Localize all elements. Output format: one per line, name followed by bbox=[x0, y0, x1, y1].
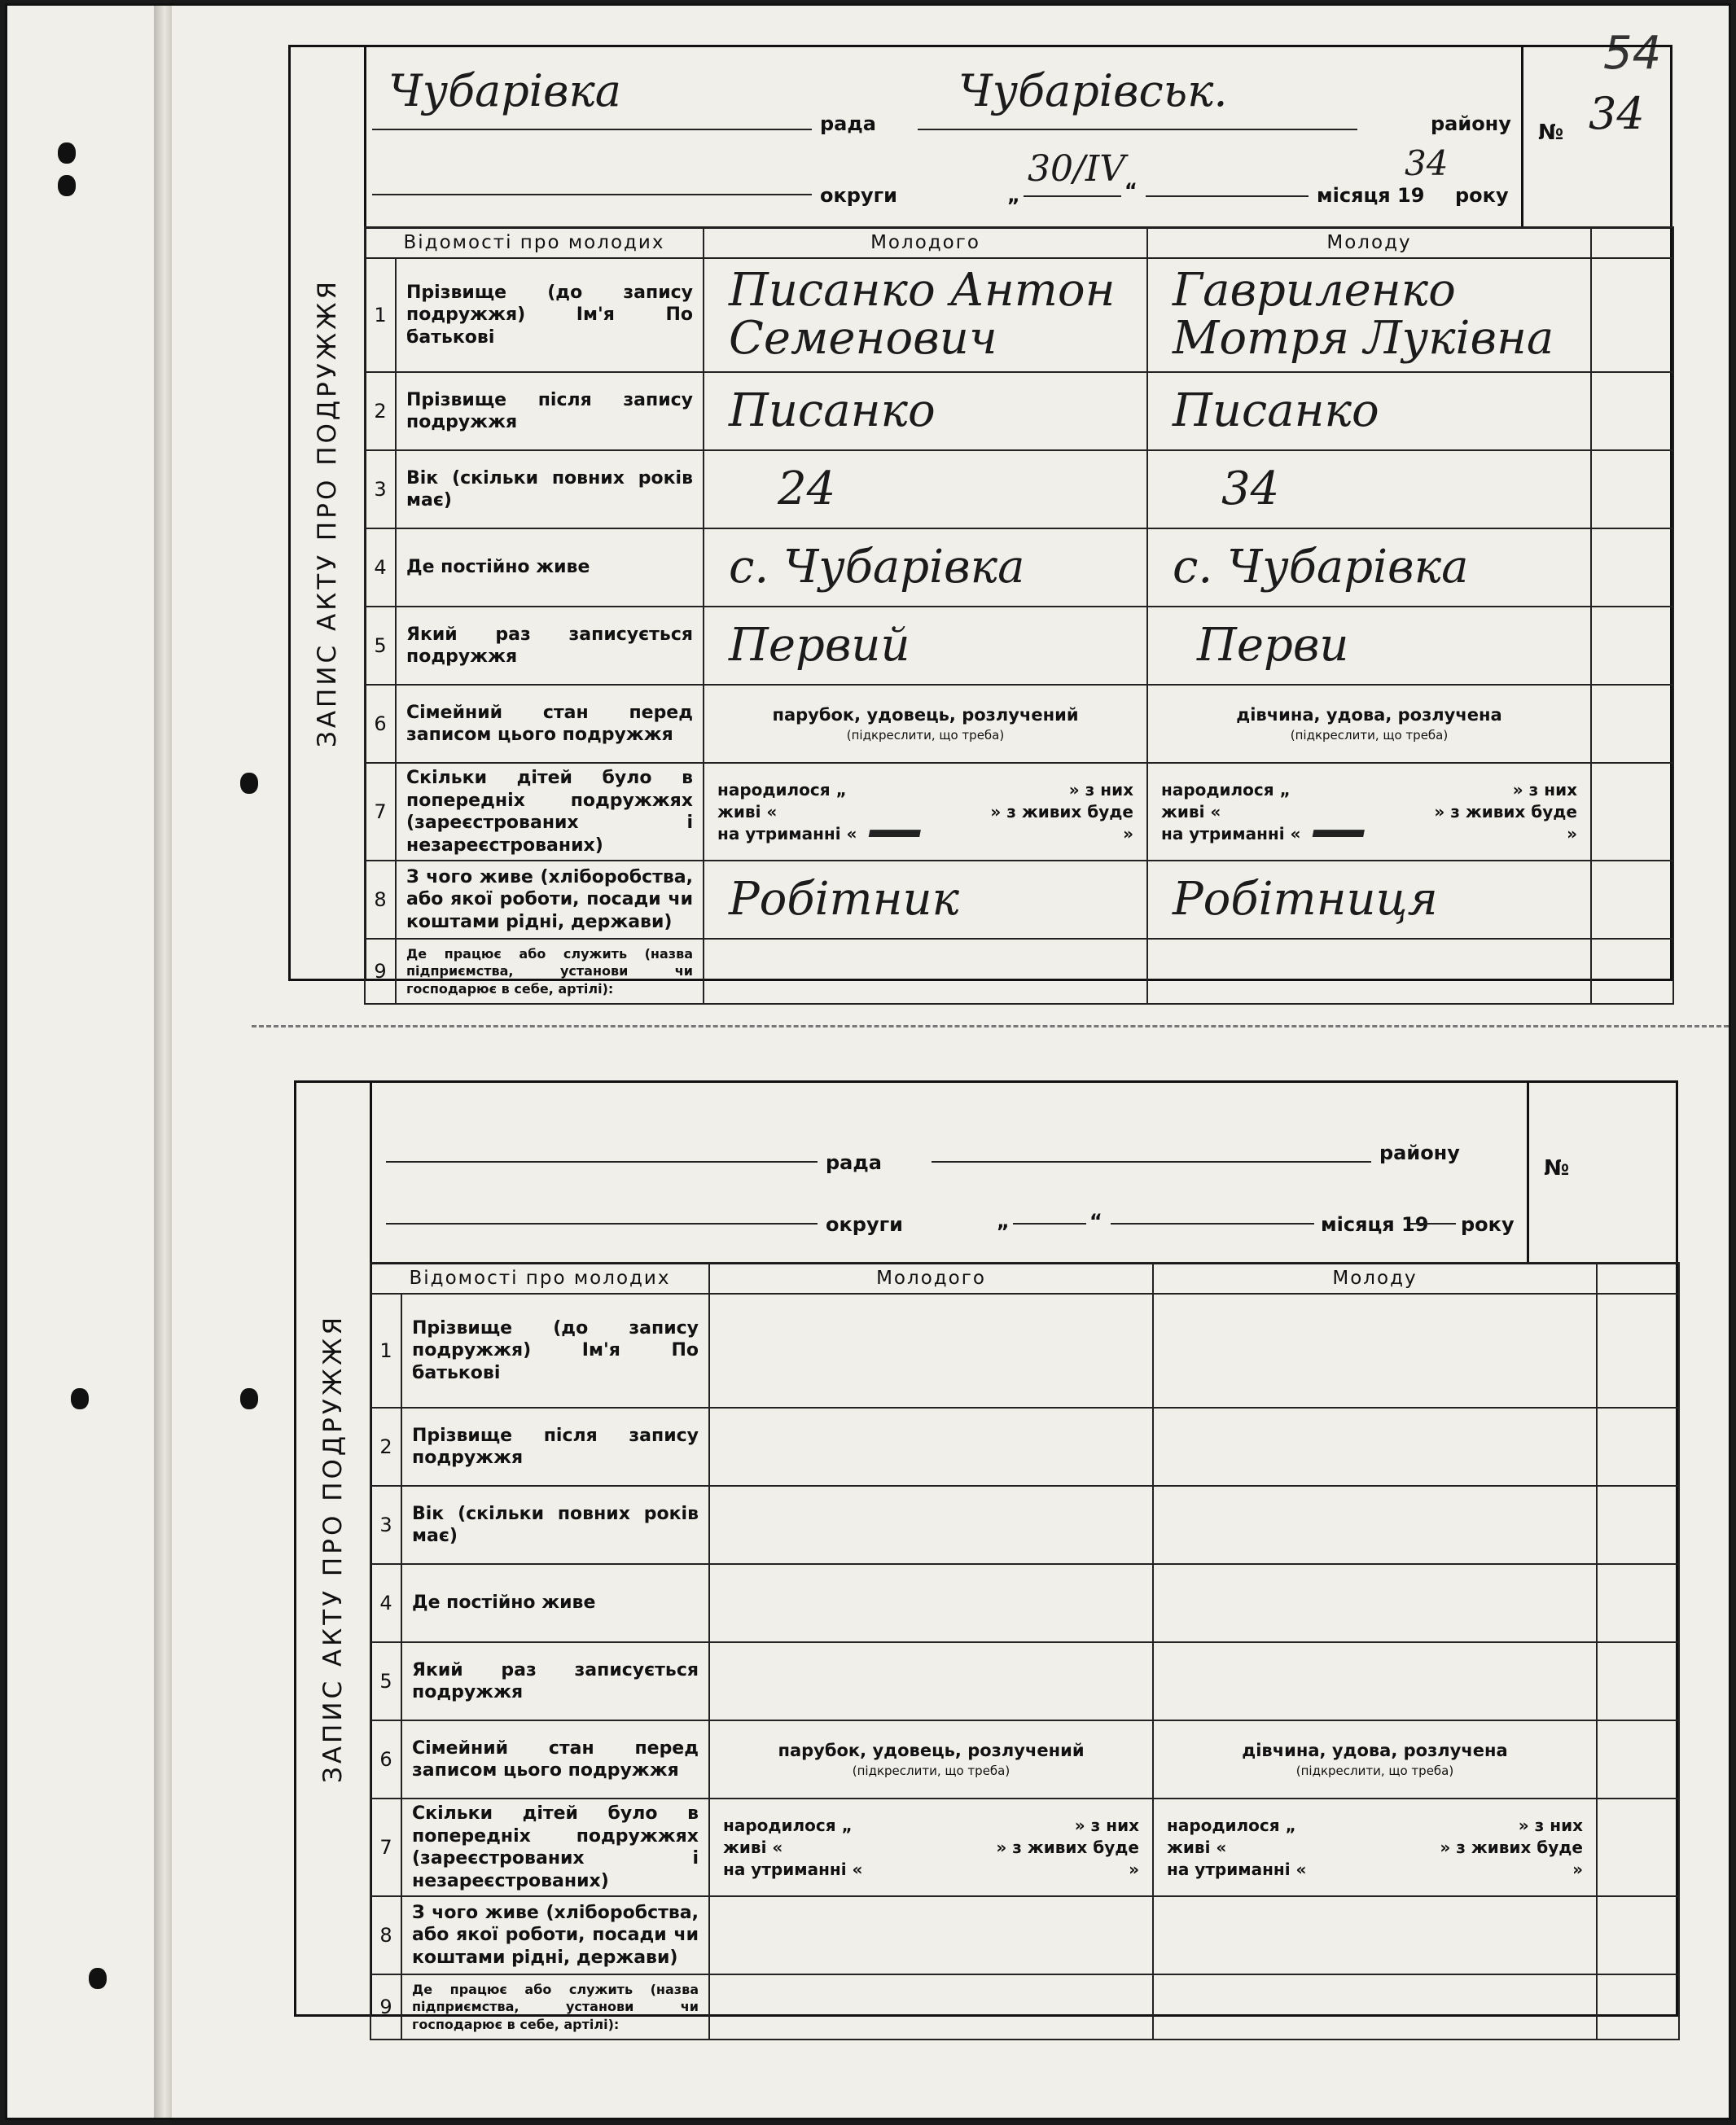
groom-status-options: парубок, удовець, розлучений bbox=[772, 705, 1079, 725]
groom-marriage-count: Первий bbox=[729, 618, 910, 672]
record-side-title: ЗАПИС АКТУ ПРО ПОДРУЖЖЯ bbox=[291, 47, 366, 979]
underline-hint: (підкреслити, що треба) bbox=[1290, 728, 1449, 743]
rayonu-label: району bbox=[1431, 112, 1511, 135]
q7-label: Скільки дітей було в попередніх подружжях (зареєстрованих і незареєстрованих) bbox=[401, 1799, 709, 1896]
bride-name-1: Гавриленко bbox=[1173, 264, 1456, 318]
binder-hole bbox=[58, 175, 76, 196]
quote-open: „ bbox=[997, 1210, 1010, 1233]
binder-hole bbox=[240, 1388, 258, 1409]
marriage-record-2 bbox=[294, 1080, 1678, 2032]
q2-label: Прізвище після запису подружжя bbox=[401, 1408, 709, 1486]
record-number-box: № bbox=[1527, 1083, 1676, 1262]
groom-age: 24 bbox=[778, 462, 836, 515]
village-value: Чубарівка bbox=[388, 65, 621, 116]
q8-label: З чого живе (хліборобства, або якої роботи, посади чи коштами рідні, держави) bbox=[401, 1896, 709, 1974]
q9-label: Де працює або служить (назва підприємства, установи чи господарює в себе, артілі): bbox=[396, 939, 704, 1004]
day-value: 30/IV bbox=[1028, 148, 1125, 190]
q5-label: Який раз записується подружжя bbox=[396, 607, 704, 685]
groom-status-options: парубок, удовець, розлучений bbox=[778, 1741, 1085, 1760]
q4-label: Де постійно живе bbox=[396, 528, 704, 607]
marriage-record-1 bbox=[288, 45, 1672, 997]
groom-surname-after: Писанко bbox=[729, 383, 936, 437]
month-label: місяця 19 bbox=[1317, 184, 1425, 207]
record-number: 34 bbox=[1589, 88, 1645, 139]
record-side-title: ЗАПИС АКТУ ПРО ПОДРУЖЖЯ bbox=[296, 1083, 372, 2014]
record-header bbox=[364, 47, 1670, 229]
bride-status-options: дівчина, удова, розлучена bbox=[1242, 1741, 1508, 1760]
col-bride-header: Молоду bbox=[1153, 1263, 1597, 1294]
bride-status-options: дівчина, удова, розлучена bbox=[1236, 705, 1502, 725]
page-number: 54 bbox=[1603, 27, 1662, 80]
record-number-box: № 34 bbox=[1521, 47, 1670, 226]
q1-label: Прізвище (до запису подружжя) Ім'я По батькові bbox=[396, 258, 704, 372]
bride-marriage-count: Перви bbox=[1197, 618, 1349, 672]
q3-label: Вік (скільки повних років має) bbox=[396, 450, 704, 528]
quote-open: „ bbox=[1007, 184, 1020, 207]
q9-label: Де працює або служить (назва підприємства, установи чи господарює в себе, артілі): bbox=[401, 1974, 709, 2040]
col-info-header: Відомості про молодих bbox=[365, 227, 704, 258]
rada-label: рада bbox=[820, 112, 876, 135]
groom-name-2: Семенович bbox=[729, 312, 997, 365]
col-info-header: Відомості про молодих bbox=[370, 1263, 709, 1294]
q8-label: З чого живе (хліборобства, або якої роботи, посади чи коштами рідні, держави) bbox=[396, 861, 704, 939]
q4-label: Де постійно живе bbox=[401, 1564, 709, 1642]
rayonu-label: району bbox=[1379, 1141, 1460, 1164]
record-table: Відомості про молодих Молодого Молоду 1 Прізвище (до запису подружжя) Ім'я По батькові 2 Прізвище після запису подружжя 3 Вік (скільки повних років має) 4 Де постійно живе 5 Який раз записується подружжя 6 Сімейний стан перед записом цього подружжя парубок, удовець, розлучений (підкреслити, що треба) дівчина, удова, розлучена (підкреслити, що треба) 7 Скільки дітей було в попередніх подружжях (зареєстрованих і незареєстрованих) народилося „ » з них живі « » з живих буде на утриманні « » народилося „ » з них живі « » з живих буде на утриманні « » 8 З чого живе (хліборобства, або якої роботи, посади чи коштами рідні, держави) 9 Де працює або служить (назва підприємства, установи чи господарює в себе, артілі): bbox=[370, 1262, 1680, 2040]
binder-hole bbox=[58, 142, 76, 164]
col-groom-header: Молодого bbox=[709, 1263, 1153, 1294]
col-bride-header: Молоду bbox=[1147, 227, 1591, 258]
roku-label: року bbox=[1461, 1213, 1515, 1236]
document-page bbox=[5, 3, 1731, 2120]
bride-surname-after: Писанко bbox=[1173, 383, 1379, 437]
bride-children-dash: — bbox=[1311, 796, 1368, 863]
binder-hole bbox=[71, 1388, 89, 1409]
okrugy-label: округи bbox=[826, 1213, 903, 1236]
bride-residence: с. Чубарівка bbox=[1173, 540, 1469, 594]
month-label: місяця 19 bbox=[1321, 1213, 1429, 1236]
record-header bbox=[370, 1083, 1676, 1264]
fold-line bbox=[252, 1025, 1729, 1027]
q3-label: Вік (скільки повних років має) bbox=[401, 1486, 709, 1564]
year-value: 34 bbox=[1405, 143, 1449, 183]
q1-label: Прізвище (до запису подружжя) Ім'я По батькові bbox=[401, 1294, 709, 1408]
district-value: Чубарівськ. bbox=[958, 65, 1228, 116]
groom-residence: с. Чубарівка bbox=[729, 540, 1025, 594]
q7-label: Скільки дітей було в попередніх подружжях (зареєстрованих і незареєстрованих) bbox=[396, 763, 704, 861]
quote-close: “ bbox=[1089, 1210, 1103, 1233]
okrugy-label: округи bbox=[820, 184, 897, 207]
quote-close: “ bbox=[1124, 179, 1138, 202]
bride-age: 34 bbox=[1221, 462, 1280, 515]
binder-hole bbox=[89, 1968, 107, 1989]
rada-label: рада bbox=[826, 1151, 882, 1174]
binder-hole bbox=[240, 773, 258, 794]
binding-strip bbox=[154, 6, 172, 2118]
record-table: Відомості про молодих Молодого Молоду 1 Прізвище (до запису подружжя) Ім'я По батькові Писанко Антон Семенович Гавриленко Мотря Луківна 2 Прізвище після запису подружжя Писанко Писанко 3 Вік (скільки повних років має) 24 34 4 Де постійно живе с. Чубарівка с. Чубарівка 5 Який раз записується подружжя Первий Перви 6 Сімейний стан перед записом цього подружжя парубок, удовець, розлучений (підкреслити, що треба) дівчина, удова, розлучена (підкреслити, що треба) 7 Скільки дітей було в попередніх подружжях (зареєстрованих і незареєстрованих) народилося „ » з них живі « » з живих буде на утриманні « » — народилося „ » з них живі « » з живих буде на утриманні « » — 8 З чого живе (хліборобства, або якої роботи, посади чи коштами рідні, держави) Робітник Робітниця 9 Де працює або служить (назва підприємства, установи чи господарює в себе, артілі): bbox=[364, 226, 1674, 1005]
bride-name-2: Мотря Луківна bbox=[1173, 312, 1554, 365]
groom-occupation: Робітник bbox=[729, 872, 959, 926]
roku-label: року bbox=[1455, 184, 1509, 207]
q6-label: Сімейний стан перед записом цього подружжя bbox=[396, 685, 704, 763]
col-groom-header: Молодого bbox=[704, 227, 1147, 258]
groom-name-1: Писанко Антон bbox=[729, 264, 1116, 318]
q6-label: Сімейний стан перед записом цього подружжя bbox=[401, 1720, 709, 1799]
bride-occupation: Робітниця bbox=[1173, 872, 1438, 926]
underline-hint: (підкреслити, що треба) bbox=[846, 728, 1005, 743]
groom-children-dash: — bbox=[867, 796, 924, 863]
q5-label: Який раз записується подружжя bbox=[401, 1642, 709, 1720]
q2-label: Прізвище після запису подружжя bbox=[396, 372, 704, 450]
